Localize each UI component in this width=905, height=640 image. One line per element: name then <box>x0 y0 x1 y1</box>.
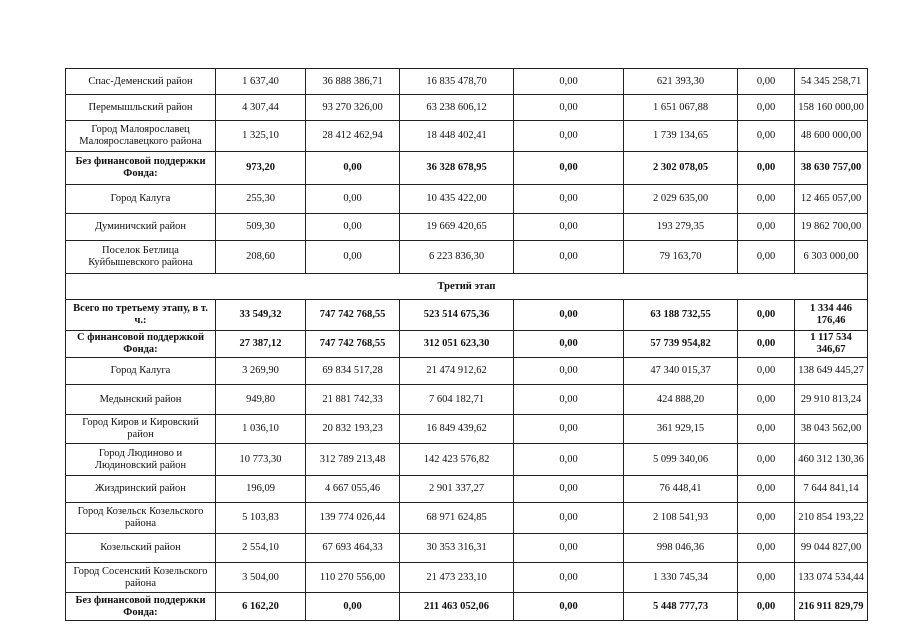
table-row <box>66 300 868 331</box>
value-cell-1: 2 554,10 <box>216 534 306 563</box>
territory-name-cell: Всего по третьему этапу, в т. ч.: <box>66 300 216 331</box>
value-cell-4: 0,00 <box>514 534 624 563</box>
table-row <box>66 593 868 621</box>
value-cell-2: 0,00 <box>306 214 400 241</box>
value-cell-2: 4 667 055,46 <box>306 476 400 503</box>
value-cell-2: 0,00 <box>306 593 400 621</box>
value-cell-6: 0,00 <box>738 385 795 415</box>
value-cell-5: 1 651 067,88 <box>624 95 738 121</box>
value-cell-4: 0,00 <box>514 358 624 385</box>
value-cell-4: 0,00 <box>514 300 624 331</box>
value-cell-7: 29 910 813,24 <box>795 385 868 415</box>
value-cell-1: 33 549,32 <box>216 300 306 331</box>
table-row <box>66 69 868 95</box>
value-cell-7: 210 854 193,22 <box>795 503 868 534</box>
value-cell-3: 312 051 623,30 <box>400 331 514 358</box>
table-row <box>66 503 868 534</box>
value-cell-5: 2 302 078,05 <box>624 152 738 185</box>
value-cell-5: 5 099 340,06 <box>624 444 738 476</box>
value-cell-6: 0,00 <box>738 331 795 358</box>
value-cell-3: 211 463 052,06 <box>400 593 514 621</box>
value-cell-4: 0,00 <box>514 444 624 476</box>
value-cell-6: 0,00 <box>738 121 795 152</box>
value-cell-2: 36 888 386,71 <box>306 69 400 95</box>
value-cell-4: 0,00 <box>514 95 624 121</box>
territory-name-cell: Город Калуга <box>66 358 216 385</box>
value-cell-3: 21 473 233,10 <box>400 563 514 593</box>
value-cell-1: 6 162,20 <box>216 593 306 621</box>
value-cell-2: 139 774 026,44 <box>306 503 400 534</box>
table-row <box>66 534 868 563</box>
value-cell-4: 0,00 <box>514 152 624 185</box>
value-cell-7: 1 117 534 346,67 <box>795 331 868 358</box>
value-cell-1: 4 307,44 <box>216 95 306 121</box>
value-cell-5: 57 739 954,82 <box>624 331 738 358</box>
table-row <box>66 331 868 358</box>
funding-table <box>65 68 868 621</box>
value-cell-1: 255,30 <box>216 185 306 214</box>
territory-name-cell: Город Калуга <box>66 185 216 214</box>
table-row <box>66 444 868 476</box>
value-cell-5: 1 739 134,65 <box>624 121 738 152</box>
value-cell-5: 79 163,70 <box>624 241 738 274</box>
value-cell-2: 0,00 <box>306 152 400 185</box>
value-cell-7: 48 600 000,00 <box>795 121 868 152</box>
value-cell-3: 7 604 182,71 <box>400 385 514 415</box>
territory-name-cell: Козельский район <box>66 534 216 563</box>
value-cell-5: 424 888,20 <box>624 385 738 415</box>
value-cell-1: 196,09 <box>216 476 306 503</box>
territory-name-cell: Город Сосенский Козельского района <box>66 563 216 593</box>
value-cell-4: 0,00 <box>514 385 624 415</box>
value-cell-7: 38 043 562,00 <box>795 415 868 444</box>
value-cell-5: 193 279,35 <box>624 214 738 241</box>
value-cell-5: 1 330 745,34 <box>624 563 738 593</box>
value-cell-1: 5 103,83 <box>216 503 306 534</box>
value-cell-4: 0,00 <box>514 185 624 214</box>
value-cell-5: 5 448 777,73 <box>624 593 738 621</box>
value-cell-4: 0,00 <box>514 563 624 593</box>
value-cell-5: 76 448,41 <box>624 476 738 503</box>
value-cell-3: 30 353 316,31 <box>400 534 514 563</box>
territory-name-cell: Жиздринский район <box>66 476 216 503</box>
value-cell-7: 99 044 827,00 <box>795 534 868 563</box>
value-cell-6: 0,00 <box>738 214 795 241</box>
value-cell-7: 133 074 534,44 <box>795 563 868 593</box>
value-cell-2: 93 270 326,00 <box>306 95 400 121</box>
value-cell-5: 47 340 015,37 <box>624 358 738 385</box>
table-row <box>66 121 868 152</box>
value-cell-5: 63 188 732,55 <box>624 300 738 331</box>
value-cell-3: 142 423 576,82 <box>400 444 514 476</box>
value-cell-7: 216 911 829,79 <box>795 593 868 621</box>
territory-name-cell: Город Людиново и Людиновский район <box>66 444 216 476</box>
value-cell-3: 523 514 675,36 <box>400 300 514 331</box>
value-cell-7: 19 862 700,00 <box>795 214 868 241</box>
table-row <box>66 358 868 385</box>
value-cell-7: 6 303 000,00 <box>795 241 868 274</box>
value-cell-4: 0,00 <box>514 241 624 274</box>
value-cell-7: 1 334 446 176,46 <box>795 300 868 331</box>
value-cell-2: 747 742 768,55 <box>306 331 400 358</box>
section-header-row <box>66 274 868 300</box>
value-cell-6: 0,00 <box>738 415 795 444</box>
value-cell-1: 1 637,40 <box>216 69 306 95</box>
value-cell-3: 18 448 402,41 <box>400 121 514 152</box>
table-row <box>66 385 868 415</box>
value-cell-2: 312 789 213,48 <box>306 444 400 476</box>
section-title: Третий этап <box>66 274 868 300</box>
value-cell-6: 0,00 <box>738 95 795 121</box>
value-cell-5: 2 108 541,93 <box>624 503 738 534</box>
value-cell-6: 0,00 <box>738 185 795 214</box>
value-cell-5: 2 029 635,00 <box>624 185 738 214</box>
value-cell-4: 0,00 <box>514 214 624 241</box>
value-cell-1: 10 773,30 <box>216 444 306 476</box>
value-cell-2: 110 270 556,00 <box>306 563 400 593</box>
value-cell-1: 1 325,10 <box>216 121 306 152</box>
value-cell-1: 509,30 <box>216 214 306 241</box>
value-cell-6: 0,00 <box>738 534 795 563</box>
value-cell-3: 6 223 836,30 <box>400 241 514 274</box>
territory-name-cell: Город Малоярославец Малоярославецкого района <box>66 121 216 152</box>
value-cell-3: 68 971 624,85 <box>400 503 514 534</box>
value-cell-5: 998 046,36 <box>624 534 738 563</box>
value-cell-4: 0,00 <box>514 503 624 534</box>
value-cell-1: 27 387,12 <box>216 331 306 358</box>
table-row <box>66 185 868 214</box>
value-cell-5: 361 929,15 <box>624 415 738 444</box>
table-row <box>66 214 868 241</box>
territory-name-cell: С финансовой поддержкой Фонда: <box>66 331 216 358</box>
value-cell-6: 0,00 <box>738 300 795 331</box>
territory-name-cell: Думиничский район <box>66 214 216 241</box>
value-cell-2: 0,00 <box>306 241 400 274</box>
value-cell-1: 949,80 <box>216 385 306 415</box>
value-cell-4: 0,00 <box>514 593 624 621</box>
value-cell-1: 973,20 <box>216 152 306 185</box>
value-cell-7: 7 644 841,14 <box>795 476 868 503</box>
value-cell-4: 0,00 <box>514 476 624 503</box>
value-cell-3: 16 835 478,70 <box>400 69 514 95</box>
value-cell-1: 3 504,00 <box>216 563 306 593</box>
value-cell-1: 1 036,10 <box>216 415 306 444</box>
value-cell-2: 747 742 768,55 <box>306 300 400 331</box>
value-cell-6: 0,00 <box>738 563 795 593</box>
value-cell-6: 0,00 <box>738 241 795 274</box>
value-cell-4: 0,00 <box>514 121 624 152</box>
value-cell-4: 0,00 <box>514 69 624 95</box>
territory-name-cell: Город Козельск Козельского района <box>66 503 216 534</box>
territory-name-cell: Без финансовой поддержки Фонда: <box>66 152 216 185</box>
value-cell-4: 0,00 <box>514 415 624 444</box>
value-cell-7: 12 465 057,00 <box>795 185 868 214</box>
value-cell-6: 0,00 <box>738 69 795 95</box>
territory-name-cell: Город Киров и Кировский район <box>66 415 216 444</box>
value-cell-7: 54 345 258,71 <box>795 69 868 95</box>
territory-name-cell: Спас-Деменский район <box>66 69 216 95</box>
value-cell-7: 158 160 000,00 <box>795 95 868 121</box>
table-row <box>66 241 868 274</box>
value-cell-3: 21 474 912,62 <box>400 358 514 385</box>
value-cell-7: 38 630 757,00 <box>795 152 868 185</box>
value-cell-3: 19 669 420,65 <box>400 214 514 241</box>
value-cell-6: 0,00 <box>738 358 795 385</box>
value-cell-1: 3 269,90 <box>216 358 306 385</box>
value-cell-3: 63 238 606,12 <box>400 95 514 121</box>
value-cell-4: 0,00 <box>514 331 624 358</box>
territory-name-cell: Без финансовой поддержки Фонда: <box>66 593 216 621</box>
table-body <box>66 69 868 621</box>
value-cell-2: 28 412 462,94 <box>306 121 400 152</box>
territory-name-cell: Поселок Бетлица Куйбышевского района <box>66 241 216 274</box>
value-cell-5: 621 393,30 <box>624 69 738 95</box>
table-row <box>66 415 868 444</box>
table-row <box>66 476 868 503</box>
value-cell-2: 20 832 193,23 <box>306 415 400 444</box>
value-cell-3: 16 849 439,62 <box>400 415 514 444</box>
value-cell-1: 208,60 <box>216 241 306 274</box>
value-cell-7: 138 649 445,27 <box>795 358 868 385</box>
value-cell-6: 0,00 <box>738 503 795 534</box>
value-cell-6: 0,00 <box>738 593 795 621</box>
value-cell-2: 21 881 742,33 <box>306 385 400 415</box>
table-row <box>66 152 868 185</box>
value-cell-6: 0,00 <box>738 152 795 185</box>
table-row <box>66 563 868 593</box>
table-row <box>66 95 868 121</box>
value-cell-3: 2 901 337,27 <box>400 476 514 503</box>
value-cell-3: 10 435 422,00 <box>400 185 514 214</box>
value-cell-3: 36 328 678,95 <box>400 152 514 185</box>
value-cell-6: 0,00 <box>738 444 795 476</box>
value-cell-2: 69 834 517,28 <box>306 358 400 385</box>
territory-name-cell: Медынский район <box>66 385 216 415</box>
territory-name-cell: Перемышльский район <box>66 95 216 121</box>
value-cell-7: 460 312 130,36 <box>795 444 868 476</box>
value-cell-6: 0,00 <box>738 476 795 503</box>
value-cell-2: 0,00 <box>306 185 400 214</box>
value-cell-2: 67 693 464,33 <box>306 534 400 563</box>
